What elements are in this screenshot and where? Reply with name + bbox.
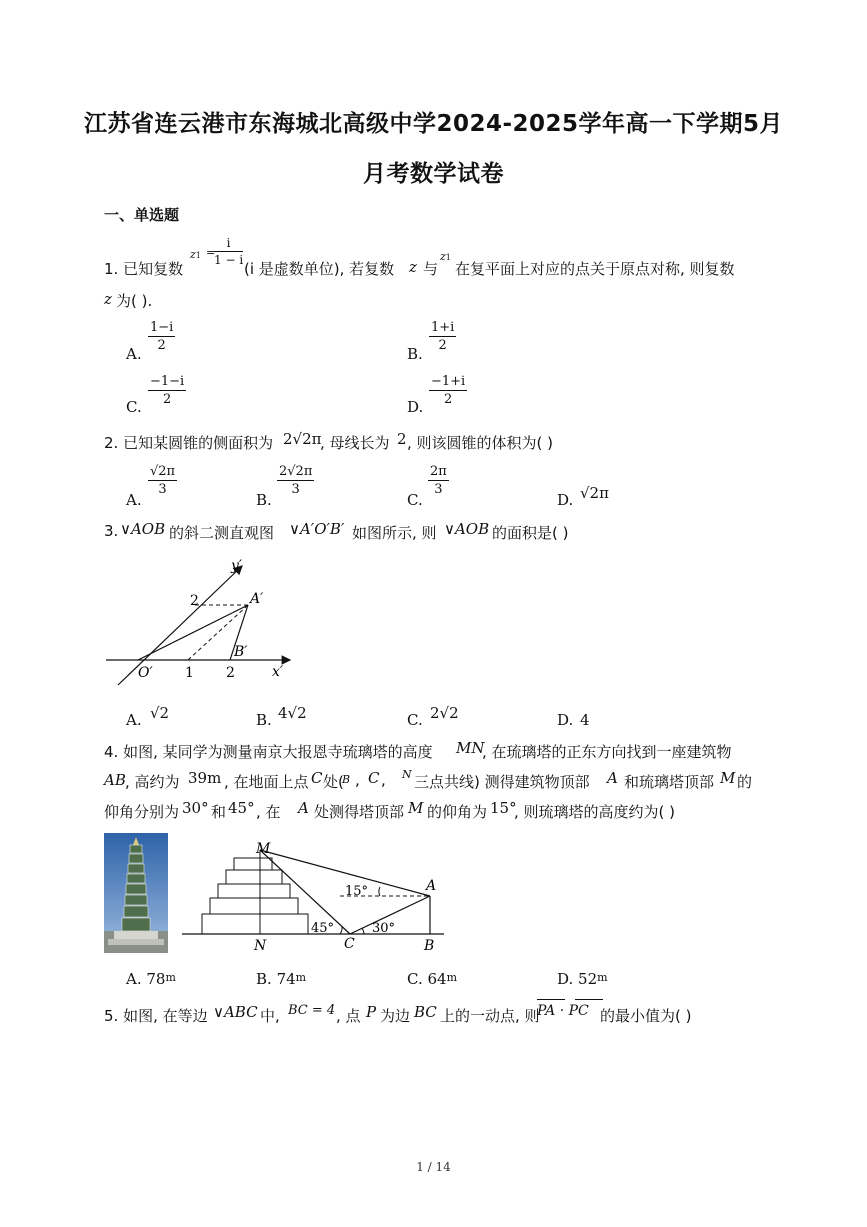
q1-option-b-fraction xyxy=(429,320,456,353)
q1-z1b-subscript: 1 xyxy=(445,253,451,262)
label-angle-15: 15° xyxy=(345,884,369,899)
label-angle-45: 45° xyxy=(311,921,335,936)
q5-bc: BC xyxy=(414,1003,437,1021)
pagoda-measurement-figure xyxy=(180,840,450,955)
q4-b: B xyxy=(342,773,351,786)
q1-stem-d: 在复平面上对应的点关于原点对称, 则复数 xyxy=(455,260,735,278)
label-c: C xyxy=(344,936,355,952)
q4-option-a-unit: m xyxy=(165,971,176,984)
fraction-bar xyxy=(428,480,449,481)
q4-option-c-label: C. xyxy=(407,970,423,988)
q1-option-a-denominator: 2 xyxy=(157,338,166,353)
q1-option-d-numerator: −1+i xyxy=(431,374,466,389)
q2-stem-c: , 则该圆锥的体积为( ) xyxy=(407,434,554,452)
q2-option-b-denominator: 3 xyxy=(291,482,300,497)
q4-mn: MN xyxy=(456,739,485,757)
fraction-bar xyxy=(148,480,177,481)
label-tick-y2: 2 xyxy=(190,593,199,609)
q1-option-a-numerator: 1−i xyxy=(150,320,174,335)
tier-4 xyxy=(210,898,298,914)
q5-stem-d: 为边 xyxy=(380,1007,411,1025)
q3-option-a-value: √2 xyxy=(150,704,170,722)
arc-15 xyxy=(379,887,380,896)
q4-option-a-value: 78 xyxy=(146,970,166,988)
q3-triangle-1: ∨AOB xyxy=(120,520,166,538)
arc-45 xyxy=(340,927,342,934)
q4-c-2: C xyxy=(368,769,380,787)
q2-option-a-numerator: √2π xyxy=(150,464,176,479)
q5-vector-text: PA · PC xyxy=(537,1003,589,1019)
title-line-1: 江苏省连云港市东海城北高级中学2024-2025学年高一下学期5月 xyxy=(83,111,784,137)
q2-option-d-label[interactable]: D. xyxy=(557,491,574,509)
q3-option-d-label[interactable]: D. xyxy=(557,711,574,729)
q4-option-b[interactable] xyxy=(256,970,306,988)
q2-option-a-denominator: 3 xyxy=(158,482,167,497)
title-line-2: 月考数学试卷 xyxy=(363,161,504,187)
page-number: 1 / 14 xyxy=(416,1160,451,1174)
q4-line2-d: 三点共线) 测得建筑物顶部 xyxy=(414,773,590,791)
vector-arrow-pa xyxy=(537,999,565,1000)
q4-option-c-value: 64 xyxy=(427,970,447,988)
q2-option-c-fraction xyxy=(428,464,449,497)
q5-vector-product xyxy=(537,1003,589,1019)
q4-option-b-value: 74 xyxy=(276,970,296,988)
q4-c: C xyxy=(311,769,323,787)
q1-option-c-label[interactable]: C. xyxy=(126,398,142,416)
q1-option-a-label[interactable]: A. xyxy=(126,345,142,363)
q3-triangle-3: ∨AOB xyxy=(444,520,490,538)
q4-n: N xyxy=(402,768,412,781)
q1-z1-symbol: z xyxy=(190,248,196,261)
q1-option-a-fraction xyxy=(148,320,175,353)
fraction-bar xyxy=(214,251,243,252)
q4-angle-45: 45° xyxy=(228,799,255,817)
label-x-axis: x′ xyxy=(272,664,284,680)
q1-z1 xyxy=(190,248,201,261)
q1-option-b-label[interactable]: B. xyxy=(407,345,423,363)
q1-option-d-label[interactable]: D. xyxy=(407,398,424,416)
q1-option-b-denominator: 2 xyxy=(438,338,447,353)
q3-option-c-value: 2√2 xyxy=(430,704,459,722)
q5-stem-c: , 点 xyxy=(336,1007,361,1025)
q5-p: P xyxy=(366,1003,377,1021)
fraction-bar xyxy=(148,336,175,337)
q1-z-line2: z xyxy=(104,290,112,308)
q4-option-d-value: 52 xyxy=(578,970,598,988)
q4-option-d-unit: m xyxy=(597,971,608,984)
q1-z1-fraction xyxy=(214,236,243,267)
q4-comma-1: , xyxy=(355,771,360,789)
q2-option-c-label[interactable]: C. xyxy=(407,491,423,509)
q2-stem-a: 2. 已知某圆锥的侧面积为 xyxy=(104,434,274,452)
q4-option-a[interactable] xyxy=(126,970,176,988)
q1-stem-line2: 为( ). xyxy=(116,292,153,310)
q4-option-a-label: A. xyxy=(126,970,142,988)
q1-fraction-denominator: 1 − i xyxy=(214,253,244,267)
q4-m: M xyxy=(720,769,736,787)
q2-option-b-numerator: 2√2π xyxy=(279,464,313,479)
q3-option-a-label[interactable]: A. xyxy=(126,711,142,729)
y-axis xyxy=(118,566,242,685)
label-origin: O′ xyxy=(138,665,153,681)
label-b: B xyxy=(424,938,435,954)
q4-line2-f: 的 xyxy=(737,773,753,791)
label-n: N xyxy=(254,938,267,954)
q4-option-d[interactable] xyxy=(557,970,608,988)
q4-angle-15: 15° xyxy=(490,799,517,817)
q4-comma-2: , xyxy=(381,771,386,789)
q4-angle-30: 30° xyxy=(182,799,209,817)
q3-option-d-value: 4 xyxy=(580,711,590,729)
q1-stem-c: 与 xyxy=(423,260,439,278)
tier-5 xyxy=(202,914,308,934)
q2-length: 2 xyxy=(397,430,407,448)
q3-option-b-value: 4√2 xyxy=(278,704,307,722)
q2-option-c-numerator: 2π xyxy=(430,464,447,479)
q1-option-c-denominator: 2 xyxy=(162,392,172,407)
q4-line1-a: 4. 如图, 某同学为测量南京大报恩寺琉璃塔的高度 xyxy=(104,743,433,761)
q2-stem-b: , 母线长为 xyxy=(320,434,390,452)
q2-option-c-denominator: 3 xyxy=(434,482,443,497)
tier-3 xyxy=(218,884,290,898)
q5-stem-a: 5. 如图, 在等边 xyxy=(104,1007,208,1025)
label-angle-30: 30° xyxy=(372,921,396,936)
label-point-a: A′ xyxy=(250,591,264,607)
q1-z: z xyxy=(409,258,417,276)
q3-option-b-label[interactable]: B. xyxy=(256,711,272,729)
fraction-bar xyxy=(277,480,314,481)
q4-a-2: A xyxy=(298,799,309,817)
fraction-bar xyxy=(148,390,186,391)
q1-option-c-fraction xyxy=(148,374,186,407)
q4-height: 39m xyxy=(188,769,222,787)
q1-stem-b: (i 是虚数单位), 若复数 xyxy=(244,260,395,278)
label-y-axis: y′ xyxy=(231,558,243,574)
q3-stem-c: 的面积是( ) xyxy=(492,524,569,542)
q4-option-c[interactable] xyxy=(407,970,457,988)
q1-z1-second xyxy=(440,250,451,263)
q1-z1-subscript: 1 xyxy=(195,251,201,260)
q1-z1b-symbol: z xyxy=(440,250,446,263)
q3-stem-b: 如图所示, 则 xyxy=(352,524,437,542)
oblique-projection-figure xyxy=(100,550,300,695)
q3-triangle-2: ∨A′O′B′ xyxy=(289,520,345,538)
q2-option-a-label[interactable]: A. xyxy=(126,491,142,509)
fraction-bar xyxy=(429,336,456,337)
label-point-b: B′ xyxy=(234,644,248,660)
tier-2 xyxy=(226,870,282,884)
q1-option-b-numerator: 1+i xyxy=(431,320,455,335)
q4-a: A xyxy=(607,769,618,787)
q4-line3-f: , 则琉璃塔的高度约为( ) xyxy=(514,803,676,821)
q1-stem-start: 1. 已知复数 xyxy=(104,260,184,278)
section-heading: 一、单选题 xyxy=(104,206,180,224)
q4-line3-a: 仰角分别为 xyxy=(104,803,180,821)
q5-stem-b: 中, xyxy=(260,1007,280,1025)
q4-line2-b: , 在地面上点 xyxy=(224,773,309,791)
q1-fraction-numerator: i xyxy=(226,236,231,250)
tier-1 xyxy=(234,858,272,870)
q4-line2-e: 和琉璃塔顶部 xyxy=(624,773,715,791)
label-a: A xyxy=(426,878,437,894)
arc-30 xyxy=(362,928,364,934)
q4-line3-e: 的仰角为 xyxy=(427,803,488,821)
q3-number: 3. xyxy=(104,522,119,540)
q5-stem-f: 的最小值为( ) xyxy=(600,1007,692,1025)
q4-option-c-unit: m xyxy=(446,971,458,984)
q5-bc-equals: BC = 4 xyxy=(288,1003,336,1018)
label-m: M xyxy=(256,841,271,857)
q4-option-b-unit: m xyxy=(295,971,307,984)
q2-option-b-label[interactable]: B. xyxy=(256,491,272,509)
q2-option-b-fraction xyxy=(277,464,314,497)
q4-line3-c: , 在 xyxy=(256,803,281,821)
q3-stem-a: 的斜二测直观图 xyxy=(169,524,275,542)
q4-option-b-label: B. xyxy=(256,970,272,988)
label-tick-x2: 2 xyxy=(226,665,235,681)
pagoda-photo xyxy=(104,833,168,953)
q1-option-c-numerator: −1−i xyxy=(150,374,185,389)
q4-line2-c: 处( xyxy=(323,773,344,791)
q2-option-d-value: √2π xyxy=(580,484,609,502)
q4-m-2: M xyxy=(408,799,424,817)
vector-arrow-pc xyxy=(575,999,603,1000)
q1-option-d-denominator: 2 xyxy=(443,392,453,407)
q3-option-c-label[interactable]: C. xyxy=(407,711,423,729)
q4-line2-a: , 高约为 xyxy=(125,773,180,791)
q4-option-d-label: D. xyxy=(557,970,574,988)
q4-line3-d: 处测得塔顶部 xyxy=(314,803,405,821)
fraction-bar xyxy=(429,390,467,391)
q1-equals: = xyxy=(206,246,216,259)
q5-stem-e: 上的一动点, 则 xyxy=(440,1007,540,1025)
q2-area: 2√2π xyxy=(283,430,322,448)
q4-ab: AB xyxy=(104,771,126,789)
q5-triangle: ∨ABC xyxy=(213,1003,258,1021)
q2-option-a-fraction xyxy=(148,464,177,497)
label-tick-x1: 1 xyxy=(185,665,194,681)
q4-line3-b: 和 xyxy=(211,803,227,821)
q1-option-d-fraction xyxy=(429,374,467,407)
q4-line1-b: , 在琉璃塔的正东方向找到一座建筑物 xyxy=(482,743,732,761)
